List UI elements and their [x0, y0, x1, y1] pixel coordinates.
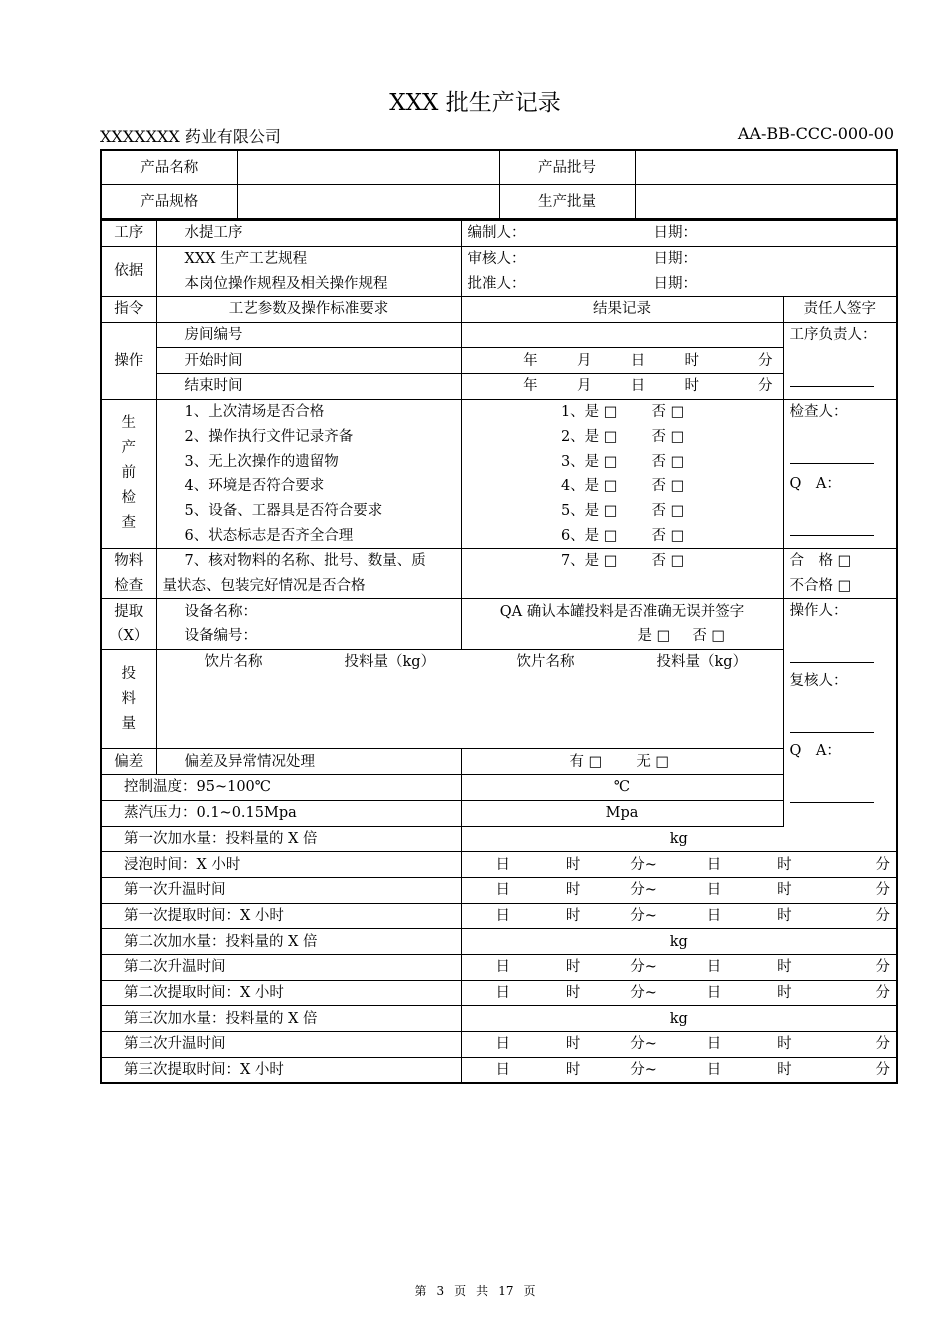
approver-row	[461, 271, 897, 296]
operation-label: 操作	[101, 322, 156, 399]
param-pressure-label: 蒸汽压力：0.1~0.15Mpa	[101, 800, 461, 826]
step-label: 第二次升温时间	[101, 954, 461, 980]
extract-label-1: 提取	[101, 599, 156, 624]
precheck-result-6[interactable]: 6、是 □ 否 □	[461, 523, 783, 548]
col-params: 工艺参数及操作标准要求	[156, 297, 461, 323]
equip-name-label: 设备名称：	[156, 599, 461, 624]
rechecker-label: 复核人：	[789, 673, 848, 690]
editor-row	[461, 221, 897, 247]
step-range[interactable]: 日 时 分~ 日 时 分	[495, 1062, 890, 1079]
checker-label: 检查人：	[789, 403, 848, 420]
step-label: 第一次升温时间	[101, 877, 461, 903]
precheck-item-6: 6、状态标志是否齐全合理	[156, 523, 461, 548]
approver-label: 批准人：	[467, 275, 526, 292]
step-label: 第一次加水量：投料量的 X 倍	[101, 826, 461, 852]
deviation-qa-label: Q A：	[789, 743, 841, 760]
material-pass[interactable]: 合 格 □	[789, 553, 852, 570]
material-result[interactable]: 7、是 □ 否 □	[461, 548, 783, 573]
batch-no-label: 产品批号	[499, 150, 635, 185]
precheck-result-2[interactable]: 2、是 □ 否 □	[461, 425, 783, 450]
feed-row[interactable]	[156, 699, 783, 724]
end-time-field[interactable]: 年 月 日 时 分	[461, 374, 783, 400]
precheck-result-4[interactable]: 4、是 □ 否 □	[461, 474, 783, 499]
material-label-1: 物料	[101, 548, 156, 573]
production-record-table	[100, 220, 898, 1084]
precheck-item-3: 3、无上次操作的遗留物	[156, 449, 461, 474]
operator-label: 操作人：	[789, 603, 848, 620]
product-header-table	[100, 149, 898, 220]
page-footer: 第 3 页 共 17 页	[414, 1284, 536, 1298]
step-range[interactable]: 日 时 分~ 日 时 分	[461, 877, 897, 903]
material-text-2: 量状态、包装完好情况是否合格	[156, 574, 461, 599]
step-label: 第三次提取时间：X 小时	[101, 1057, 461, 1083]
editor-label: 编制人：	[467, 225, 526, 242]
qa-confirm-choice[interactable]: 是 □ 否 □	[461, 624, 783, 649]
step-label: 第一次提取时间：X 小时	[101, 903, 461, 929]
precheck-item-4: 4、环境是否符合要求	[156, 474, 461, 499]
company-name: XXXXXXX 药业有限公司	[100, 127, 281, 146]
document-code: AA-BB-CCC-000-00	[737, 124, 894, 143]
spec-label: 产品规格	[101, 185, 237, 220]
deviation-qa-line[interactable]	[790, 801, 874, 803]
end-time-label: 结束时间	[156, 374, 461, 400]
feed-sign-cell	[783, 599, 897, 826]
approver-date-label: 日期：	[653, 275, 697, 292]
step-range[interactable]: 日 时 分~ 日 时 分	[461, 1032, 897, 1058]
reviewer-label: 审核人：	[467, 251, 526, 268]
precheck-label: 生 产 前 检 查	[101, 399, 156, 548]
step-label: 第二次提取时间：X 小时	[101, 980, 461, 1006]
basis-1: XXX 生产工艺规程	[156, 246, 461, 271]
process-label: 工序	[101, 221, 156, 247]
process-leader-label: 工序负责人：	[789, 326, 877, 343]
precheck-result-1[interactable]: 1、是 □ 否 □	[461, 399, 783, 424]
room-label: 房间编号	[156, 322, 461, 348]
feed-row[interactable]	[156, 674, 783, 699]
precheck-result-5[interactable]: 5、是 □ 否 □	[461, 499, 783, 524]
operation-sign-cell	[783, 322, 897, 399]
precheck-item-1: 1、上次清场是否合格	[156, 399, 461, 424]
precheck-result-3[interactable]: 3、是 □ 否 □	[461, 449, 783, 474]
col-sign: 责任人签字	[783, 297, 897, 323]
start-time-label: 开始时间	[156, 348, 461, 374]
step-range[interactable]: 日 时 分~ 日 时 分	[461, 954, 897, 980]
material-text-1: 7、核对物料的名称、批号、数量、质	[156, 548, 461, 573]
document-title: XXX 批生产记录	[389, 90, 561, 116]
product-name-label: 产品名称	[101, 150, 237, 185]
param-pressure-unit[interactable]: Mpa	[461, 800, 783, 826]
reviewer-row	[461, 246, 897, 271]
batch-qty-label: 生产批量	[499, 185, 635, 220]
process-value: 水提工序	[156, 221, 461, 247]
precheck-sign-cell	[783, 399, 897, 548]
param-temperature-label: 控制温度：95~100℃	[101, 775, 461, 801]
step-unit[interactable]: kg	[461, 929, 897, 955]
process-leader-line[interactable]	[790, 385, 874, 387]
page-total: 17	[498, 1284, 514, 1298]
step-range[interactable]: 日 时 分~ 日 时 分	[461, 980, 897, 1006]
page-number: 3	[436, 1284, 445, 1298]
feed-header: 饮片名称 投料量（kg） 饮片名称 投料量（kg）	[156, 649, 783, 674]
step-range[interactable]: 日 时 分~ 日 时 分	[461, 852, 897, 878]
start-time-field[interactable]: 年 月 日 时 分	[461, 348, 783, 374]
basis-2: 本岗位操作规程及相关操作规程	[156, 271, 461, 296]
spec-field[interactable]	[237, 185, 499, 220]
material-label-2: 检查	[101, 574, 156, 599]
editor-date-label: 日期：	[653, 225, 697, 242]
precheck-item-2: 2、操作执行文件记录齐备	[156, 425, 461, 450]
precheck-qa-line[interactable]	[790, 534, 874, 536]
qa-confirm-text: QA 确认本罐投料是否准确无误并签字	[461, 599, 783, 624]
precheck-item-5: 5、设备、工器具是否符合要求	[156, 499, 461, 524]
deviation-label: 偏差	[101, 749, 156, 775]
product-name-field[interactable]	[237, 150, 499, 185]
feed-row[interactable]	[156, 724, 783, 749]
step-unit[interactable]: kg	[461, 826, 897, 852]
deviation-choice[interactable]: 有 □ 无 □	[461, 749, 783, 775]
step-label: 第三次加水量：投料量的 X 倍	[101, 1006, 461, 1032]
feed-label: 投 料 量	[101, 649, 156, 749]
extract-label-2: （X）	[101, 624, 156, 649]
step-unit[interactable]: kg	[461, 1006, 897, 1032]
precheck-qa-label: Q A：	[789, 475, 841, 492]
col-result: 结果记录	[461, 297, 783, 323]
step-label: 第二次加水量：投料量的 X 倍	[101, 929, 461, 955]
reviewer-date-label: 日期：	[653, 251, 697, 268]
room-field[interactable]	[461, 322, 783, 348]
batch-qty-field[interactable]	[635, 185, 897, 220]
step-label: 第三次升温时间	[101, 1032, 461, 1058]
step-label: 浸泡时间：X 小时	[101, 852, 461, 878]
equip-no-label: 设备编号：	[156, 624, 461, 649]
param-temperature-unit[interactable]: ℃	[461, 775, 783, 801]
step-range[interactable]: 日 时 分~ 日 时 分	[461, 903, 897, 929]
material-fail[interactable]: 不合格 □	[783, 574, 897, 599]
batch-no-field[interactable]	[635, 150, 897, 185]
basis-label: 依据	[101, 246, 156, 296]
deviation-text: 偏差及异常情况处理	[156, 749, 461, 775]
col-instruction: 指令	[101, 297, 156, 323]
